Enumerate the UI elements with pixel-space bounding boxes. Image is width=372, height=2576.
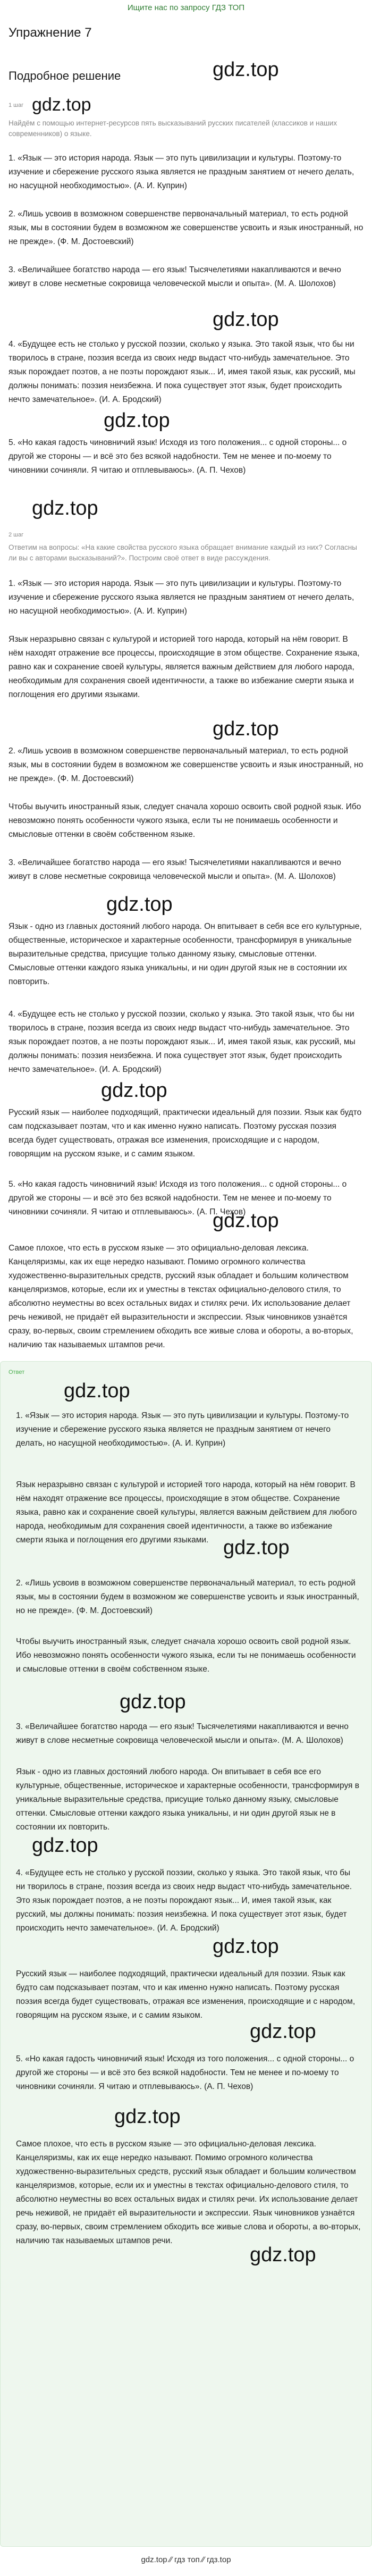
answer-paragraph: Самое плохое, что есть в русском языке — это официально-деловая лексика. Канцеляризмы, как их еще нередко называют. Помимо огромного количества художественно-выразительных средств, русский язык обладает и большим количеством канцеляризмов, которые, если их и уместны в текстах официально-делового стиля, то абсолютно неуместны во всех остальных видах и стилях речи. Их использование делает речь неживой, не придаёт ей выразительности и экспрессии. Язык чиновников узнаётся сразу, во-первых, своим стремлением обходить все живые слова и обороты, а во-вторых, наличию так называемых штампов речи. [9, 1244, 353, 1349]
watermark: gdz.top [120, 1691, 186, 1713]
watermark: gdz.top [101, 1079, 167, 1102]
answer-paragraph: Язык неразрывно связан с культурой и историей того народа, который на нём говорит. В нём находят отражение все процессы, происходящие в этом обществе. Сохранение языка, равно как и сохранение своей культуры, является важным действием для любого народа, необходимым для сохранения своей идентичности, а также во избежание смерти языка и поглощения его другими языками. [9, 635, 360, 699]
quote-paragraph: 5. «Но какая гадость чиновничий язык! Исходя из того положения... с одной стороны... о другой же стороны — и всё это без всякой надобности. Тем не менее и по-моему то чиновники сочиняли. Я читаю и отплевываюсь». (А. П. Чехов) [16, 2054, 354, 2091]
section-title: Подробное решение [9, 69, 121, 82]
answer-paragraph: Русский язык — наиболее подходящий, практически идеальный для поэзии. Язык как будто сам подсказывает поэтам, что и как именно нужно написать. Поэтому русская поэзия всегда будет существовать, отражая все изменения, происходящие и с народом, говорящим на русском языке, и с самим языком. [9, 1108, 362, 1159]
quote-paragraph: 1. «Язык — это история народа. Язык — это путь цивилизации и культуры. Поэтому-то изучение и сбережение русского языка является не праздным занятием от нечего делать, но насущной необходимостью». (А. И. Куприн) [9, 579, 354, 616]
answer-paragraph: Язык неразрывно связан с культурой и историей того народа, который на нём говорит. В нём находят отражение все процессы, происходящие в этом обществе. Сохранение языка, равно как и сохранение своей культуры, является важным действием для любого народа, необходимым для сохранения своей идентичности, а также во избежание смерти языка и поглощения его другими языками. [16, 1480, 357, 1545]
answer-paragraph: Чтобы выучить иностранный язык, следует сначала хорошо освоить свой родной язык. Ибо невозможно понять особенности чужого языка, если ты не понимаешь особенности и смысловые оттенки в своём собственном языке. [9, 802, 361, 839]
step-hint: Ответим на вопросы: «На какие свойства русского языка обращает внимание каждый из них? Согласны ли вы с авторами высказываний?». Построим своё ответ в виде рассуждения. [9, 543, 357, 562]
watermark: gdz.top [250, 2244, 316, 2266]
quote-paragraph: 3. «Величайшее богатство народа — его язык! Тысячелетиями накапливаются и вечно живут в слове несметные сокровища человеческой мысли и опыта». (М. А. Шолохов) [16, 1722, 349, 1745]
step-label: 2 шаг [9, 532, 24, 538]
answer-label: Ответ [9, 1369, 25, 1375]
watermark: gdz.top [213, 1935, 279, 1958]
quote-paragraph: 5. «Но какая гадость чиновничий язык! Исходя из того положения... с одной стороны... о другой же стороны — и всё это без всякой надобности. Тем не менее и по-моему то чиновники сочиняли. Я читаю и отплевываюсь». (А. П. Чехов) [9, 1180, 347, 1216]
watermark: gdz.top [114, 2105, 181, 2128]
quote-paragraph: 3. «Величайшее богатство народа — его язык! Тысячелетиями накапливаются и вечно живут в слове несметные сокровища человеческой мысли и опыта». (М. А. Шолохов) [9, 858, 341, 881]
search-hint-banner: Ищите нас по запросу ГДЗ ТОП [127, 3, 245, 12]
quote-paragraph: 1. «Язык — это история народа. Язык — это путь цивилизации и культуры. Поэтому-то изучение и сбережение русского языка является не праздным занятием от нечего делать, но насущной необходимостью». (А. И. Куприн) [16, 1411, 349, 1448]
watermark: gdz.top [64, 1380, 130, 1402]
watermark: gdz.top [32, 497, 98, 519]
quote-paragraph: 2. «Лишь усвоив в возможном совершенстве первоначальный материал, то есть родной язык, мы в состоянии будем в возможном же совершенстве усвоить и язык иностранный, но не прежде». (Ф. М. Достоевский) [9, 746, 363, 783]
page-title: Упражнение 7 [9, 26, 92, 40]
quote-paragraph: 2. «Лишь усвоив в возможном совершенстве первоначальный материал, то есть родной язык, мы в состоянии будем в возможном же совершенстве усвоить и язык иностранный, но не прежде». (Ф. М. Достоевский) [9, 209, 363, 246]
step-label: 1 шаг [9, 102, 24, 108]
answer-paragraph: Русский язык — наиболее подходящий, практически идеальный для поэзии. Язык как будто сам подсказывает поэтам, что и как именно нужно написать. Поэтому русская поэзия всегда будет существовать, отражая все изменения, происходящие и с народом, говорящим на русском языке, и с самим языком. [16, 1969, 356, 2020]
watermark: gdz.top [104, 409, 170, 432]
watermark: gdz.top [250, 2020, 316, 2043]
watermark: gdz.top [213, 1210, 279, 1232]
watermark: gdz.top [213, 308, 279, 331]
watermark: gdz.top [223, 1537, 290, 1559]
quote-paragraph: 5. «Но какая гадость чиновничий язык! Исходя из того положения... с одной стороны... о другой же стороны — и всё это без всякой надобности. Тем не менее и по-моему то чиновники сочиняли. Я читаю и отплевываюсь». (А. П. Чехов) [9, 438, 347, 475]
watermark: gdz.top [213, 718, 279, 740]
watermark: gdz.top [32, 95, 91, 115]
step-hint: Найдём с помощью интернет-ресурсов пять высказываний русских писателей (классиков и наших современников) о языке. [9, 119, 337, 138]
quote-paragraph: 4. «Будущее есть не столько у русской поэзии, сколько у языка. Это такой язык, что бы ни творилось в стране, поэзия всегда из своих недр выдаст что-нибудь замечательное. Это язык порождает поэтов, а не поэты порождают язык... И, имея такой язык, как русский, мы должны понимать: поэзия неизбежна. И пока существует этот язык, будет происходить нечто замечательное». (И. А. Бродский) [9, 340, 356, 404]
quote-paragraph: 2. «Лишь усвоив в возможном совершенстве первоначальный материал, то есть родной язык, мы в состоянии будем в возможном же совершенстве усвоить и язык иностранный, но не прежде». (Ф. М. Достоевский) [16, 1579, 359, 1615]
answer-paragraph: Язык - одно из главных достояний любого народа. Он впитывает в себя все его культурные, общественные, историческое и характерные особенности, трансформируя в уникальные выразительные средства, присущие только данному языку, смысловые оттенки. Смысловые оттенки каждого языка уникальны, и ни один другой язык не в состоянии их повторить. [9, 922, 362, 986]
watermark: gdz.top [32, 1834, 98, 1857]
watermark: gdz.top [106, 893, 173, 916]
answer-paragraph: Чтобы выучить иностранный язык, следует сначала хорошо освоить свой родной язык. Ибо невозможно понять особенности чужого языка, если ты не понимаешь особенности и смысловые оттенки в своём собственном языке. [16, 1637, 356, 1674]
quote-paragraph: 4. «Будущее есть не столько у русской поэзии, сколько у языка. Это такой язык, что бы ни творилось в стране, поэзия всегда из своих недр выдаст что-нибудь замечательное. Это язык порождает поэтов, а не поэты порождают язык... И, имея такой язык, как русский, мы должны понимать: поэзия неизбежна. И пока существует этот язык, будет происходить нечто замечательное». (И. А. Бродский) [9, 1010, 356, 1074]
watermark: gdz.top [213, 58, 279, 81]
answer-paragraph: Самое плохое, что есть в русском языке — это официально-деловая лексика. Канцеляризмы, как их еще нередко называют. Помимо огромного количества художественно-выразительных средств, русский язык обладает и большим количеством канцеляризмов, которые, если их и уместны в текстах официально-делового стиля, то абсолютно неуместны во всех остальных видах и стилях речи. Их использование делает речь неживой, не придаёт ей выразительности и экспрессии. Язык чиновников узнаётся сразу, во-первых, своим стремлением обходить все живые слова и обороты, а во-вторых, наличию так называемых штампов речи. [16, 2139, 361, 2245]
footer-links[interactable]: gdz.top ∕∕ гдз топ ∕∕ гдз.top [141, 2555, 231, 2564]
answer-paragraph: Язык - одно из главных достояний любого народа. Он впитывает в себя все его культурные, общественные, историческое и характерные особенности, трансформируя в уникальные выразительные средства, присущие только данному языку, смысловые оттенки. Смысловые оттенки каждого языка уникальны, и ни один другой язык не в состоянии их повторить. [16, 1767, 359, 1832]
quote-paragraph: 4. «Будущее есть не столько у русской поэзии, сколько у языка. Это такой язык, что бы ни творилось в стране, поэзия всегда из своих недр выдаст что-нибудь замечательное. Это язык порождает поэтов, а не поэты порождают язык... И, имея такой язык, как русский, мы должны понимать: поэзия неизбежна. И пока существует этот язык, будет происходить нечто замечательное». (И. А. Бродский) [16, 1868, 352, 1933]
quote-paragraph: 1. «Язык — это история народа. Язык — это путь цивилизации и культуры. Поэтому-то изучение и сбережение русского языка является не праздным занятием от нечего делать, но насущной необходимостью». (А. И. Куприн) [9, 154, 354, 190]
quote-paragraph: 3. «Величайшее богатство народа — его язык! Тысячелетиями накапливаются и вечно живут в слове несметные сокровища человеческой мысли и опыта». (М. А. Шолохов) [9, 265, 341, 288]
